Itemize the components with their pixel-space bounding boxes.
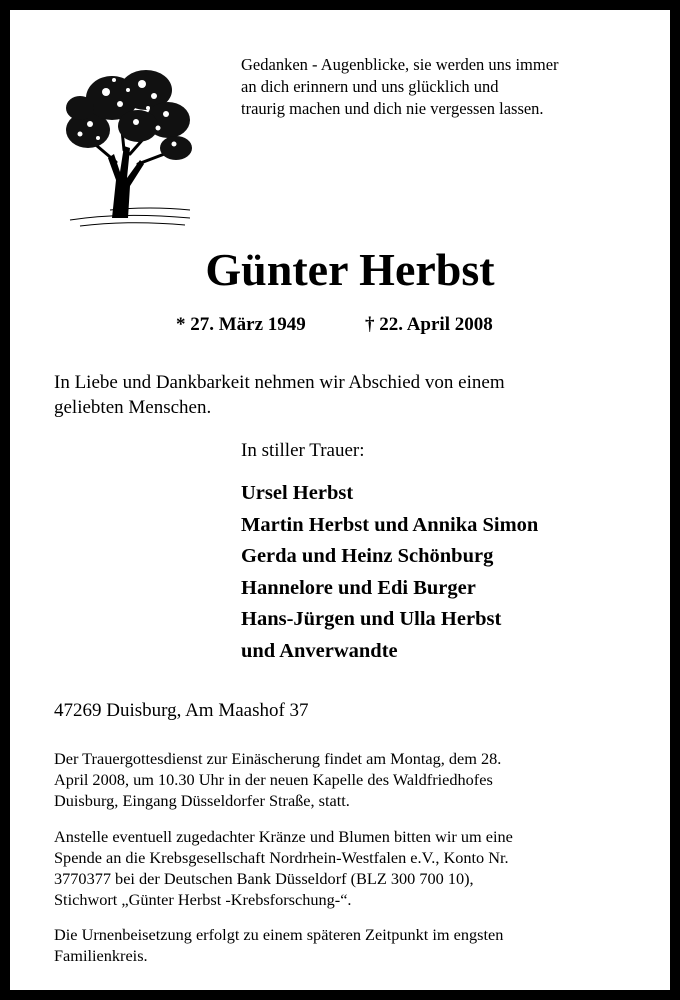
mourner-name: Hans-Jürgen und Ulla Herbst	[241, 608, 502, 630]
mourner-name: und Anverwandte	[241, 639, 398, 662]
paragraph-line: Die Urnenbeisetzung erfolgt zu einem späteren Zeitpunkt im engsten	[54, 925, 504, 944]
mourning-label: In stiller Trauer:	[241, 440, 365, 461]
paragraph-line: Stichwort „Günter Herbst -Krebsforschung-“.	[54, 890, 352, 909]
donation-paragraph	[54, 826, 654, 910]
paragraph-line: Familienkreis.	[54, 946, 148, 965]
quote-line: traurig machen und dich nie vergessen lassen.	[241, 99, 544, 118]
farewell-line: geliebten Menschen.	[54, 397, 212, 418]
paragraph-line: Der Trauergottesdienst zur Einäscherung findet am Montag, dem 28.	[54, 749, 502, 768]
paragraph-line: Spende an die Krebsgesellschaft Nordrhein-Westfalen e.V., Konto Nr.	[54, 848, 509, 867]
mourner-name: Gerda und Heinz Schönburg	[241, 545, 494, 567]
paragraph-line: Anstelle eventuell zugedachter Kränze und Blumen bitten wir um eine	[54, 827, 513, 846]
mourner-name: Martin Herbst und Annika Simon	[241, 513, 539, 536]
service-paragraph	[54, 748, 654, 811]
deceased-name: Günter Herbst	[205, 244, 495, 295]
urn-paragraph	[54, 924, 654, 966]
paragraph-line: April 2008, um 10.30 Uhr in der neuen Kapelle des Waldfriedhofes	[54, 770, 493, 789]
paragraph-line: 3770377 bei der Deutschen Bank Düsseldorf (BLZ 300 700 10),	[54, 869, 474, 888]
birth-date: * 27. März 1949	[176, 314, 306, 335]
mourners-list	[241, 478, 538, 667]
family-address: 47269 Duisburg, Am Maashof 37	[54, 700, 309, 721]
quote-line: an dich erinnern und uns glücklich und	[241, 77, 499, 96]
memorial-quote	[241, 54, 661, 120]
death-date: † 22. April 2008	[365, 314, 493, 335]
mourner-name: Hannelore und Edi Burger	[241, 576, 476, 599]
quote-line: Gedanken - Augenblicke, sie werden uns immer	[241, 55, 559, 74]
farewell-text	[54, 370, 654, 420]
tree-icon	[50, 50, 195, 230]
mourner-name: Ursel Herbst	[241, 482, 354, 504]
farewell-line: In Liebe und Dankbarkeit nehmen wir Abschied von einem	[54, 372, 505, 393]
paragraph-line: Duisburg, Eingang Düsseldorfer Straße, statt.	[54, 791, 350, 810]
